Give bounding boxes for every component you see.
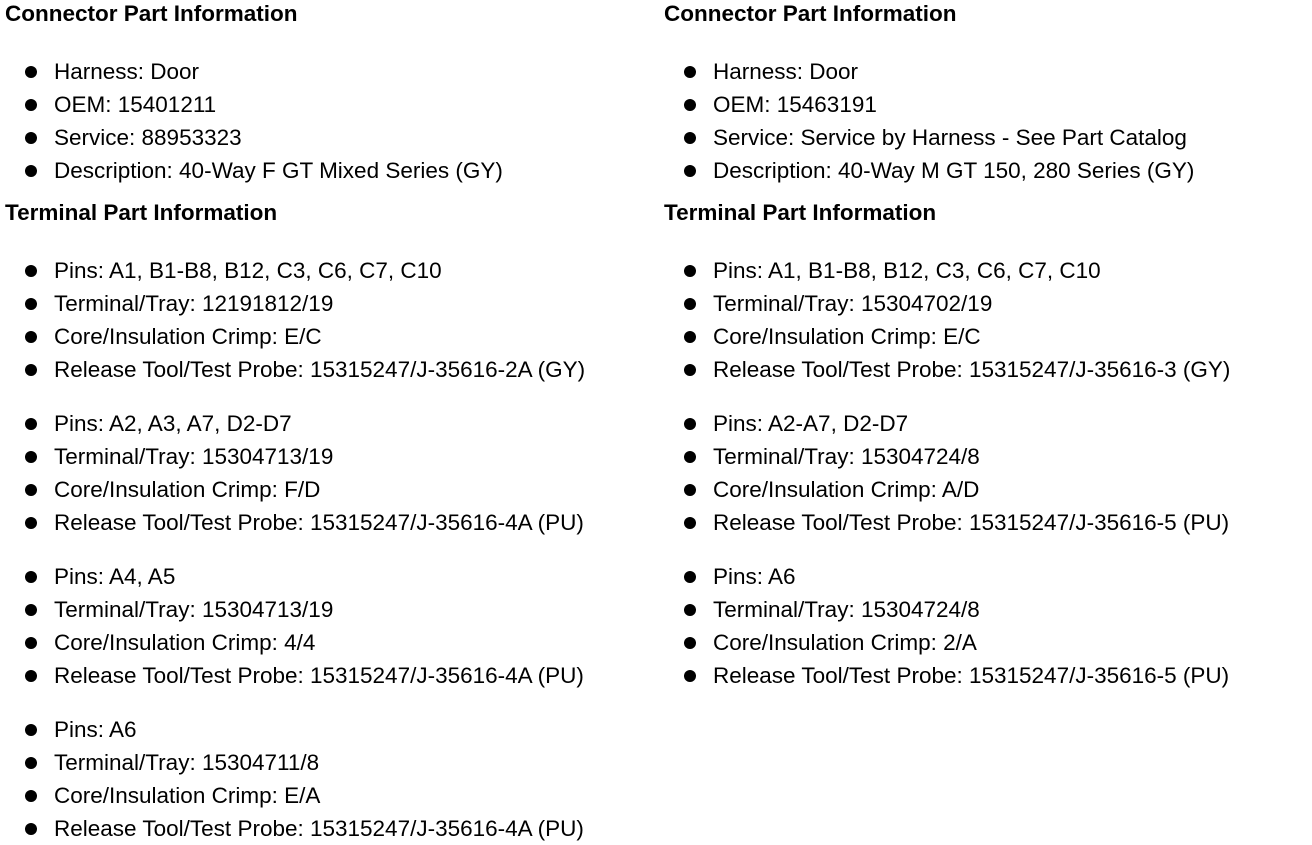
list-item: [5, 55, 660, 88]
bullet-icon: [25, 604, 37, 616]
bullet-icon: [25, 670, 37, 682]
list-item: [664, 560, 1309, 593]
bullet-icon: [684, 331, 696, 343]
list-item: [5, 506, 660, 539]
left-connector-column: [5, 0, 660, 845]
list-item: [5, 353, 660, 386]
release-tool-text: Release Tool/Test Probe: 15315247/J-35616-4A (PU): [54, 510, 584, 535]
list-item: [5, 713, 660, 746]
bullet-icon: [25, 571, 37, 583]
bullet-icon: [684, 165, 696, 177]
service-text: Service: Service by Harness - See Part Catalog: [713, 125, 1187, 150]
list-item: [5, 659, 660, 692]
list-item: [664, 353, 1309, 386]
bullet-icon: [684, 571, 696, 583]
terminal-tray-text: Terminal/Tray: 15304724/8: [713, 444, 980, 469]
bullet-icon: [25, 66, 37, 78]
description-text: Description: 40-Way M GT 150, 280 Series (GY): [713, 158, 1195, 183]
bullet-icon: [25, 451, 37, 463]
list-item: [664, 659, 1309, 692]
list-item: [5, 812, 660, 845]
bullet-icon: [25, 724, 37, 736]
list-item: [5, 121, 660, 154]
terminal-group: [664, 254, 1309, 386]
crimp-text: Core/Insulation Crimp: 4/4: [54, 630, 316, 655]
bullet-icon: [25, 265, 37, 277]
list-item: [5, 287, 660, 320]
list-item: [664, 121, 1309, 154]
terminal-group: [5, 713, 660, 845]
list-item: [664, 440, 1309, 473]
release-tool-text: Release Tool/Test Probe: 15315247/J-35616-4A (PU): [54, 816, 584, 841]
release-tool-text: Release Tool/Test Probe: 15315247/J-35616-5 (PU): [713, 663, 1230, 688]
list-item: [664, 473, 1309, 506]
list-item: [664, 626, 1309, 659]
bullet-icon: [684, 451, 696, 463]
bullet-icon: [684, 670, 696, 682]
list-item: [5, 746, 660, 779]
list-item: [5, 88, 660, 121]
bullet-icon: [684, 604, 696, 616]
bullet-icon: [25, 165, 37, 177]
pins-text: Pins: A6: [54, 717, 137, 742]
bullet-icon: [25, 484, 37, 496]
release-tool-text: Release Tool/Test Probe: 15315247/J-35616-5 (PU): [713, 510, 1230, 535]
list-item: [664, 506, 1309, 539]
bullet-icon: [684, 132, 696, 144]
terminal-tray-text: Terminal/Tray: 15304702/19: [713, 291, 993, 316]
pins-text: Pins: A4, A5: [54, 564, 176, 589]
description-text: Description: 40-Way F GT Mixed Series (GY): [54, 158, 503, 183]
list-item: [5, 473, 660, 506]
connector-part-heading: Connector Part Information: [664, 1, 957, 26]
bullet-icon: [25, 757, 37, 769]
bullet-icon: [25, 99, 37, 111]
bullet-icon: [684, 637, 696, 649]
list-item: [664, 320, 1309, 353]
bullet-icon: [25, 637, 37, 649]
list-item: [5, 626, 660, 659]
release-tool-text: Release Tool/Test Probe: 15315247/J-35616-2A (GY): [54, 357, 586, 382]
list-item: [664, 593, 1309, 626]
terminal-group: [5, 407, 660, 539]
harness-text: Harness: Door: [713, 59, 859, 84]
oem-text: OEM: 15401211: [54, 92, 217, 117]
terminal-tray-text: Terminal/Tray: 15304724/8: [713, 597, 980, 622]
list-item: [664, 55, 1309, 88]
bullet-icon: [684, 265, 696, 277]
terminal-group: [664, 560, 1309, 692]
list-item: [5, 407, 660, 440]
crimp-text: Core/Insulation Crimp: A/D: [713, 477, 980, 502]
list-item: [5, 254, 660, 287]
list-item: [664, 154, 1309, 187]
list-item: [5, 779, 660, 812]
bullet-icon: [684, 298, 696, 310]
crimp-text: Core/Insulation Crimp: E/A: [54, 783, 321, 808]
pins-text: Pins: A6: [713, 564, 796, 589]
list-item: [5, 560, 660, 593]
bullet-icon: [25, 517, 37, 529]
list-item: [5, 440, 660, 473]
terminal-tray-text: Terminal/Tray: 12191812/19: [54, 291, 334, 316]
bullet-icon: [25, 331, 37, 343]
bullet-icon: [25, 132, 37, 144]
terminal-tray-text: Terminal/Tray: 15304711/8: [54, 750, 320, 775]
bullet-icon: [684, 364, 696, 376]
list-item: [5, 593, 660, 626]
pins-text: Pins: A1, B1-B8, B12, C3, C6, C7, C10: [713, 258, 1101, 283]
bullet-icon: [684, 484, 696, 496]
bullet-icon: [684, 418, 696, 430]
connector-part-heading: Connector Part Information: [5, 1, 298, 26]
terminal-part-heading: Terminal Part Information: [5, 200, 278, 225]
bullet-icon: [25, 418, 37, 430]
connector-part-list: [5, 55, 660, 187]
bullet-icon: [25, 364, 37, 376]
list-item: [5, 320, 660, 353]
terminal-group: [664, 407, 1309, 539]
terminal-group: [5, 560, 660, 692]
release-tool-text: Release Tool/Test Probe: 15315247/J-35616-4A (PU): [54, 663, 584, 688]
pins-text: Pins: A2, A3, A7, D2-D7: [54, 411, 292, 436]
crimp-text: Core/Insulation Crimp: E/C: [713, 324, 981, 349]
list-item: [5, 154, 660, 187]
connector-part-list: [664, 55, 1309, 187]
harness-text: Harness: Door: [54, 59, 200, 84]
crimp-text: Core/Insulation Crimp: F/D: [54, 477, 321, 502]
list-item: [664, 88, 1309, 121]
terminal-group: [5, 254, 660, 386]
service-text: Service: 88953323: [54, 125, 242, 150]
bullet-icon: [684, 66, 696, 78]
right-connector-column: [664, 0, 1309, 692]
release-tool-text: Release Tool/Test Probe: 15315247/J-35616-3 (GY): [713, 357, 1231, 382]
terminal-tray-text: Terminal/Tray: 15304713/19: [54, 444, 334, 469]
bullet-icon: [25, 790, 37, 802]
terminal-tray-text: Terminal/Tray: 15304713/19: [54, 597, 334, 622]
bullet-icon: [25, 823, 37, 835]
bullet-icon: [25, 298, 37, 310]
crimp-text: Core/Insulation Crimp: 2/A: [713, 630, 977, 655]
crimp-text: Core/Insulation Crimp: E/C: [54, 324, 322, 349]
terminal-part-heading: Terminal Part Information: [664, 200, 937, 225]
oem-text: OEM: 15463191: [713, 92, 877, 117]
list-item: [664, 254, 1309, 287]
list-item: [664, 407, 1309, 440]
pins-text: Pins: A1, B1-B8, B12, C3, C6, C7, C10: [54, 258, 442, 283]
bullet-icon: [684, 517, 696, 529]
pins-text: Pins: A2-A7, D2-D7: [713, 411, 909, 436]
bullet-icon: [684, 99, 696, 111]
list-item: [664, 287, 1309, 320]
